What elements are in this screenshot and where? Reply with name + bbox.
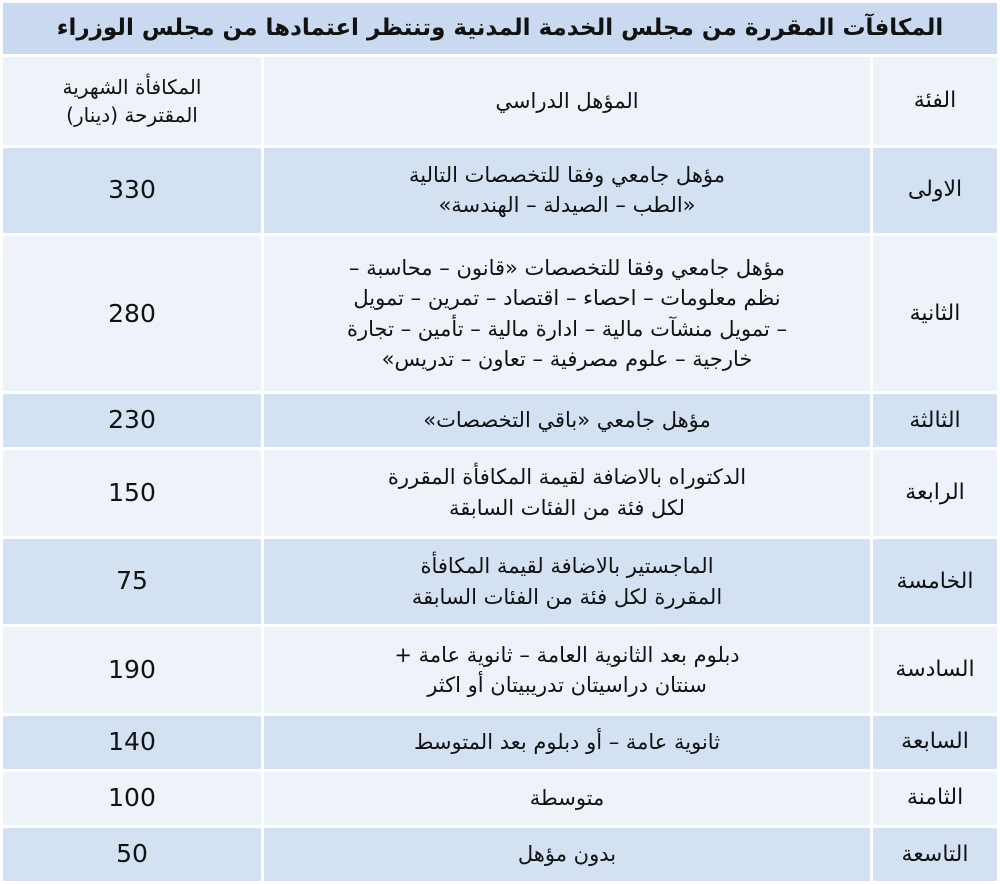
qualification-line: متوسطة (529, 786, 605, 811)
table-row (3, 828, 997, 881)
qualification-line: المقررة لكل فئة من الفئات السابقة (411, 584, 723, 609)
qualification-cell (264, 539, 870, 625)
amount-cell: 280 (3, 236, 261, 391)
table-row (3, 539, 997, 625)
qualification-cell (264, 394, 870, 447)
qualification-cell (264, 828, 870, 881)
qualification-line: بدون مؤهل (517, 842, 617, 867)
table-row (3, 236, 997, 391)
qualification-line: الماجستير بالاضافة لقيمة المكافأة (420, 554, 714, 579)
qualification-cell (264, 236, 870, 391)
qualification-cell (264, 772, 870, 825)
category-cell: الاولى (873, 148, 997, 234)
table-row (3, 394, 997, 447)
qualification-line: لكل فئة من الفئات السابقة (449, 495, 685, 520)
qualification-cell (264, 627, 870, 713)
qualification-line: مؤهل جامعي وفقا للتخصصات «قانون – محاسبة – (349, 255, 785, 280)
qualification-line: دبلوم بعد الثانوية العامة – ثانوية عامة + (394, 642, 740, 667)
title-row (3, 3, 997, 54)
header-reward (3, 57, 261, 145)
table-row (3, 450, 997, 536)
header-row (3, 57, 997, 145)
category-cell: الرابعة (873, 450, 997, 536)
table-row (3, 627, 997, 713)
qualification-line: مؤهل جامعي وفقا للتخصصات التالية (408, 162, 726, 187)
category-cell: الخامسة (873, 539, 997, 625)
amount-cell: 50 (3, 828, 261, 881)
category-cell: السابعة (873, 716, 997, 769)
amount-cell: 150 (3, 450, 261, 536)
category-cell: السادسة (873, 627, 997, 713)
qualification-cell (264, 148, 870, 234)
table-row (3, 716, 997, 769)
table-row (3, 772, 997, 825)
amount-cell: 230 (3, 394, 261, 447)
qualification-line: «الطب – الصيدلة – الهندسة» (438, 193, 696, 218)
amount-cell: 100 (3, 772, 261, 825)
category-cell: الثانية (873, 236, 997, 391)
qualification-cell (264, 716, 870, 769)
qualification-line: نظم معلومات – احصاء – اقتصاد – تمرين – تمويل (353, 286, 781, 311)
category-cell: الثامنة (873, 772, 997, 825)
table-body (3, 148, 997, 881)
qualification-line: – تمويل منشآت مالية – ادارة مالية – تأمين – تجارة (346, 316, 788, 341)
table-row (3, 148, 997, 234)
amount-cell: 75 (3, 539, 261, 625)
amount-cell: 140 (3, 716, 261, 769)
header-qualification: المؤهل الدراسي (264, 57, 870, 145)
qualification-line: ثانوية عامة – أو دبلوم بعد المتوسط (413, 730, 721, 755)
qualification-line: مؤهل جامعي «باقي التخصصات» (423, 408, 711, 433)
header-category: الفئة (873, 57, 997, 145)
header-reward-line1: المكافأة الشهرية (62, 74, 202, 99)
qualification-cell (264, 450, 870, 536)
category-cell: الثالثة (873, 394, 997, 447)
table-title: المكافآت المقررة من مجلس الخدمة المدنية وتنتظر اعتمادها من مجلس الوزراء (3, 3, 997, 54)
amount-cell: 190 (3, 627, 261, 713)
qualification-line: الدكتوراه بالاضافة لقيمة المكافأة المقررة (387, 465, 747, 490)
qualification-line: خارجية – علوم مصرفية – تعاون – تدريس» (381, 347, 753, 372)
amount-cell: 330 (3, 148, 261, 234)
qualification-line: سنتان دراسيتان تدريبيتان أو اكثر (427, 673, 707, 698)
category-cell: التاسعة (873, 828, 997, 881)
header-reward-line2: المقترحة (دينار) (66, 102, 198, 127)
